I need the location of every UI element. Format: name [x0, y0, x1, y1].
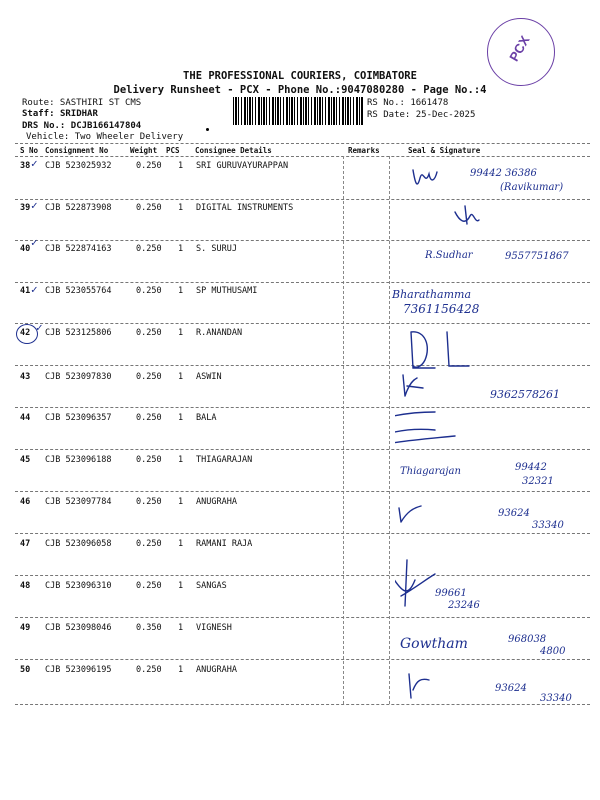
signature-44 [395, 412, 455, 450]
row-pcs: 1 [178, 413, 184, 423]
hw-row48-phone-1: 99661 [435, 588, 467, 599]
barcode [233, 97, 363, 125]
row-consignment: CJB 523025932 [45, 161, 112, 171]
row-sno: 42 [20, 328, 31, 338]
row-consignment: CJB 523098046 [45, 623, 112, 633]
hw-row49-phone-1: 968038 [508, 634, 547, 645]
row-consignment: CJB 523096310 [45, 581, 112, 591]
row-consignee: SANGAS [196, 581, 227, 591]
col-remarks: Remarks [348, 146, 380, 155]
row-weight: 0.250 [136, 497, 162, 507]
check-mark-icon: ✓ [31, 157, 38, 170]
hw-row48-phone-2: 23246 [448, 600, 480, 611]
row-weight: 0.250 [136, 161, 162, 171]
row-consignment: CJB 523055764 [45, 286, 112, 296]
remarks-divider [343, 156, 344, 704]
row-pcs: 1 [178, 286, 184, 296]
row-weight: 0.250 [136, 203, 162, 213]
hw-row49-phone-2: 4800 [540, 646, 566, 657]
hw-row38-name: (Ravikumar) [500, 182, 564, 193]
hw-row46-phone-1: 93624 [498, 508, 530, 519]
row-sno: 43 [20, 372, 31, 382]
col-seal: Seal & Signature [408, 146, 481, 155]
row-sno: 49 [20, 623, 31, 633]
row-pcs: 1 [178, 455, 184, 465]
signature-scribbles [395, 160, 595, 705]
check-mark-icon: ✓ [31, 283, 38, 296]
row-consignee: THIAGARAJAN [196, 455, 253, 465]
stamp-text: PCX [506, 33, 533, 64]
col-consignee: Consignee Details [195, 146, 272, 155]
row-sno: 40 [20, 244, 31, 254]
row-weight: 0.250 [136, 372, 162, 382]
row-sno: 44 [20, 413, 31, 423]
hw-row43-phone: 9362578261 [490, 388, 560, 401]
row-consignment: CJB 523097784 [45, 497, 112, 507]
staff-label: Staff: [22, 109, 55, 119]
check-mark-icon: ✓ [36, 321, 43, 334]
row-consignment: CJB 523096357 [45, 413, 112, 423]
row-weight: 0.250 [136, 455, 162, 465]
row-weight: 0.250 [136, 328, 162, 338]
row-consignment: CJB 522873908 [45, 203, 112, 213]
signature-42-dl [411, 332, 469, 368]
staff-name: SRIDHAR [59, 109, 98, 119]
row-consignment: CJB 523125806 [45, 328, 112, 338]
hw-row49-name: Gowtham [400, 636, 468, 652]
header-bottom-rule [15, 156, 590, 157]
row-sno: 48 [20, 581, 31, 591]
rs-date: RS Date: 25-Dec-2025 [367, 110, 476, 120]
rs-number: RS No.: 1661478 [367, 98, 449, 108]
row-consignee: S. SURUJ [196, 244, 237, 254]
row-sno: 50 [20, 665, 31, 675]
signature-39 [455, 206, 479, 224]
row-weight: 0.250 [136, 539, 162, 549]
row-weight: 0.250 [136, 581, 162, 591]
row-sno: 47 [20, 539, 31, 549]
row-sno: 41 [20, 286, 31, 296]
row-weight: 0.250 [136, 665, 162, 675]
header-top-rule [15, 143, 590, 144]
row-pcs: 1 [178, 203, 184, 213]
row-weight: 0.350 [136, 623, 162, 633]
row-consignee: VIGNESH [196, 623, 232, 633]
row-consignee: R.ANANDAN [196, 328, 243, 338]
row-consignment: CJB 523096195 [45, 665, 112, 675]
row-pcs: 1 [178, 328, 184, 338]
row-consignee: SP MUTHUSAMI [196, 286, 258, 296]
route-text: Route: SASTHIRI ST CMS [22, 98, 142, 108]
company-title: THE PROFESSIONAL COURIERS, COIMBATORE [183, 70, 417, 82]
col-pcs: PCS [166, 146, 180, 155]
hw-row45-phone-1: 99442 [515, 462, 547, 473]
runsheet-subtitle: Delivery Runsheet - PCX - Phone No.:9047080280 - Page No.:4 [113, 84, 487, 96]
signature-43 [403, 375, 423, 396]
drs-number: DCJB166147804 [70, 121, 142, 131]
row-weight: 0.250 [136, 244, 162, 254]
check-mark-icon: ✓ [31, 199, 38, 212]
row-pcs: 1 [178, 161, 184, 171]
row-consignee: DIGITAL INSTRUMENTS [196, 203, 294, 213]
row-consignment: CJB 523097830 [45, 372, 112, 382]
staff-line [22, 109, 98, 120]
row-sno: 39 [20, 203, 31, 213]
hw-row38-phone: 99442 36386 [470, 168, 537, 179]
col-consignment: Consignment No [45, 146, 109, 155]
row-pcs: 1 [178, 539, 184, 549]
hw-row45-phone-2: 32321 [522, 476, 554, 487]
row-pcs: 1 [178, 581, 184, 591]
row-pcs: 1 [178, 497, 184, 507]
hw-row41-name: Bharathamma [392, 288, 472, 301]
col-sno: S No [20, 146, 39, 155]
hw-row50-phone-1: 93624 [495, 683, 527, 694]
row-pcs: 1 [178, 244, 184, 254]
row-sno: 45 [20, 455, 31, 465]
row-sno: 46 [20, 497, 31, 507]
col-weight: Weight [130, 146, 158, 155]
row-consignee: ANUGRAHA [196, 497, 237, 507]
vehicle-text: Vehicle: Two Wheeler Delivery [26, 132, 184, 142]
row-weight: 0.250 [136, 413, 162, 423]
hw-row46-phone-2: 33340 [532, 520, 564, 531]
hw-row50-phone-2: 33340 [540, 693, 572, 704]
row-consignee: RAMANI RAJA [196, 539, 253, 549]
signature-divider [389, 156, 390, 704]
row-weight: 0.250 [136, 286, 162, 296]
hw-row40-name: R.Sudhar [425, 250, 473, 261]
circle-mark-icon [16, 324, 38, 344]
row-consignment: CJB 522874163 [45, 244, 112, 254]
hw-row40-phone: 9557751867 [505, 251, 569, 262]
row-consignee: BALA [196, 413, 217, 423]
hw-row45-name: Thiagarajan [400, 466, 461, 477]
dot-mark [206, 128, 209, 131]
check-mark-icon: ✓ [31, 236, 38, 249]
row-pcs: 1 [178, 623, 184, 633]
signature-48 [395, 560, 435, 606]
row-consignee: ASWIN [196, 372, 222, 382]
row-sno: 38 [20, 161, 31, 171]
row-consignment: CJB 523096188 [45, 455, 112, 465]
row-pcs: 1 [178, 665, 184, 675]
row-consignment: CJB 523096058 [45, 539, 112, 549]
signature-38 [413, 170, 437, 184]
drs-label: DRS No.: [22, 121, 66, 131]
hw-row41-phone: 7361156428 [403, 302, 480, 316]
drs-line [22, 121, 141, 132]
row-consignee: ANUGRAHA [196, 665, 237, 675]
row-consignee: SRI GURUVAYURAPPAN [196, 161, 289, 171]
signature-46 [399, 506, 421, 522]
signature-50 [409, 674, 429, 698]
row-pcs: 1 [178, 372, 184, 382]
